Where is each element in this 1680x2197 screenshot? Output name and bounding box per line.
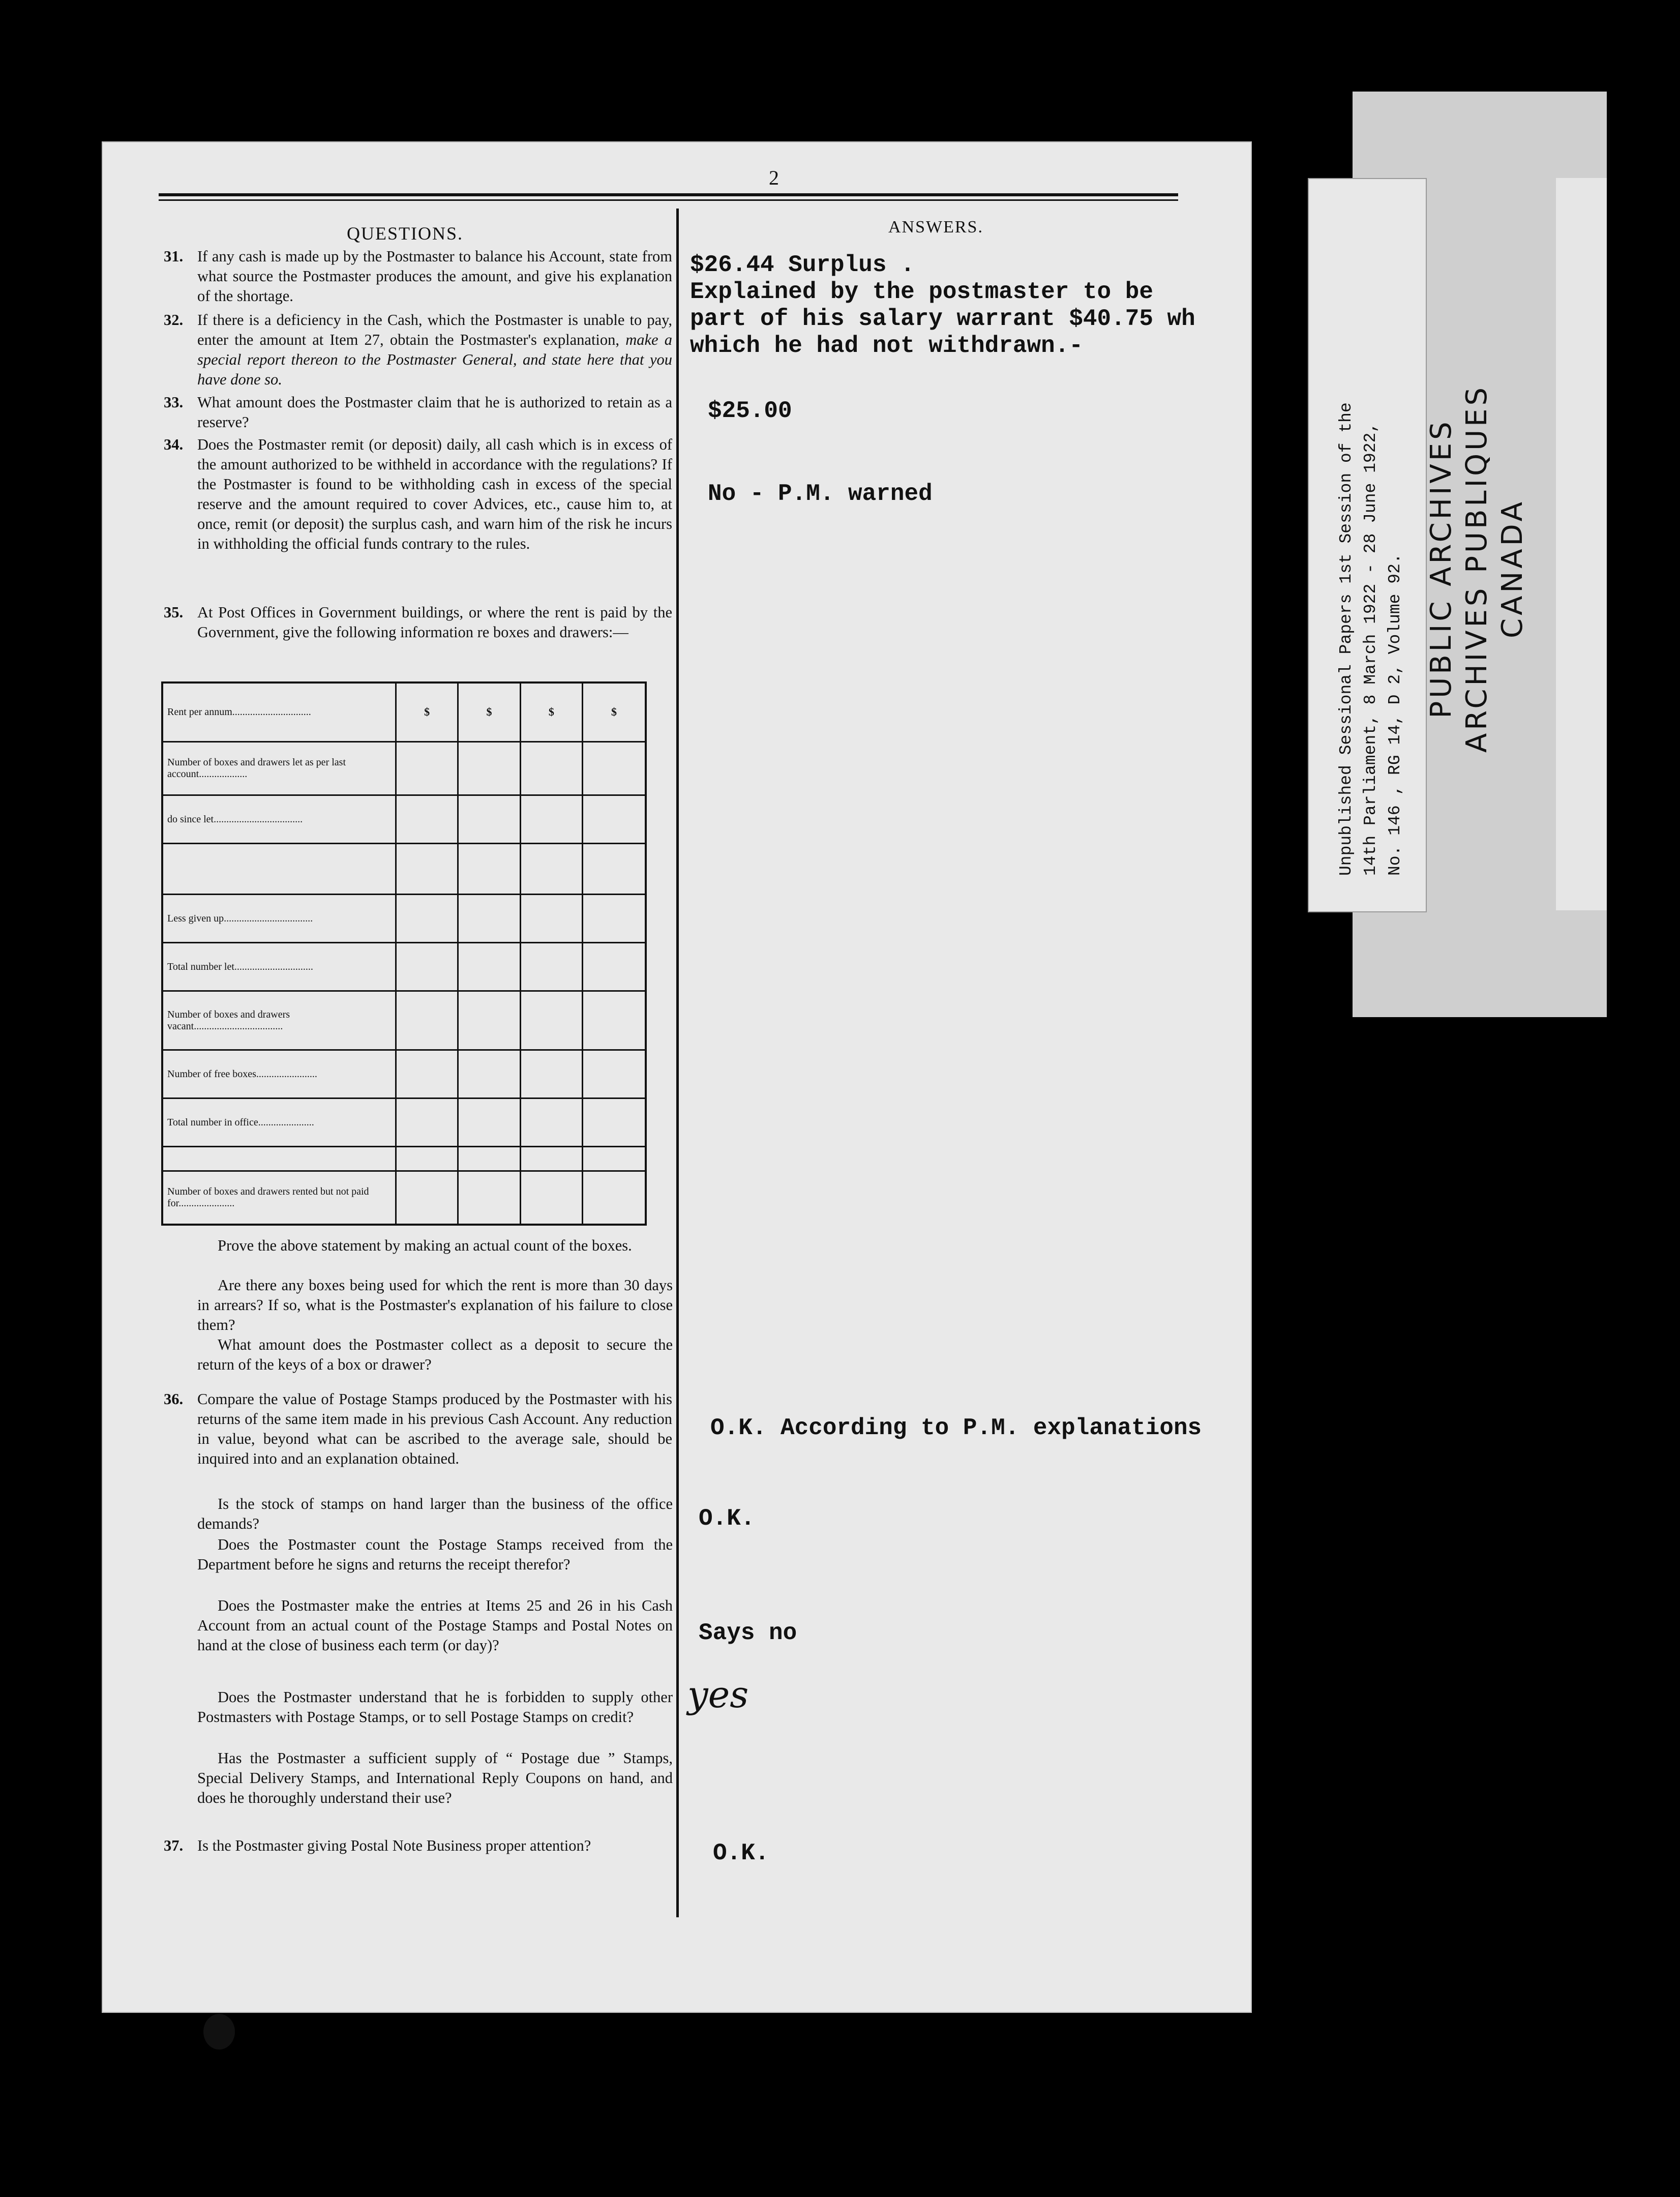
table-cell xyxy=(458,943,520,991)
table-row xyxy=(162,1147,646,1171)
table-cell xyxy=(396,943,458,991)
table-cell xyxy=(458,1098,520,1147)
row-label: Number of boxes and drawers let as per last account................... xyxy=(162,741,396,795)
stamp-line-3: CANADA xyxy=(1496,498,1529,638)
para-36-supply: Has the Postmaster a sufficient supply of “ Postage due ” Stamps, Special Delivery Stamps, and International Reply Coupons on hand, and does he thoroughly understand their use? xyxy=(197,1749,673,1806)
question-text: Is the Postmaster giving Postal Note Business proper attention? xyxy=(197,1837,591,1854)
row-label: Less given up................................... xyxy=(162,895,396,943)
table-row xyxy=(162,682,646,741)
row-label: Total number let............................... xyxy=(162,943,396,991)
question-number: 32. xyxy=(164,311,184,329)
table-cell xyxy=(520,991,582,1050)
row-label: Number of boxes and drawers rented but not paid for...................... xyxy=(162,1171,396,1225)
question-35 xyxy=(164,603,672,642)
question-text: Compare the value of Postage Stamps produced by the Postmaster with his returns of the same item made in his previous Cash Account. Any reduction in value, beyond what can be ascribed to the average sale, should be inquired into and an explanation obtained. xyxy=(197,1390,672,1467)
stamp-line-2: ARCHIVES PUBLIQUES xyxy=(1460,384,1493,753)
page-number: 2 xyxy=(769,166,779,189)
archive-folder-strip xyxy=(1556,178,1607,910)
answer-31-line1: $26.44 Surplus . xyxy=(690,252,915,278)
question-number: 34. xyxy=(164,436,184,453)
para-36-forbidden: Does the Postmaster understand that he is forbidden to supply other Postmasters with Postage Stamps, or to sell Postage Stamps on credit? xyxy=(197,1688,673,1726)
table-cell xyxy=(396,1171,458,1225)
question-text-italic: make a special report thereon to the Postmaster General, and state here that you have done so. xyxy=(197,331,672,388)
question-number: 36. xyxy=(164,1390,184,1408)
table-cell xyxy=(396,991,458,1050)
table-cell xyxy=(458,741,520,795)
question-33 xyxy=(164,393,672,432)
question-text xyxy=(197,310,672,390)
para-36-count: Does the Postmaster count the Postage Stamps received from the Department before he signs and returns the receipt therefor? xyxy=(197,1536,673,1573)
table-cell xyxy=(396,1147,458,1171)
table-row xyxy=(162,844,646,895)
table-cell xyxy=(396,1098,458,1147)
table-cell xyxy=(396,741,458,795)
question-number: 33. xyxy=(164,394,184,411)
dollar-cell: $ xyxy=(458,682,520,741)
archive-reference-tag xyxy=(1308,178,1427,912)
para-35-prove: Prove the above statement by making an actual count of the boxes. xyxy=(218,1237,632,1254)
document-page xyxy=(102,141,1252,2013)
table-row xyxy=(162,1050,646,1098)
para-35-deposit: What amount does the Postmaster collect as a deposit to secure the return of the keys of a box or drawer? xyxy=(197,1336,673,1373)
para-35-arrears: Are there any boxes being used for which the rent is more than 30 days in arrears? If so, what is the Postmaster's explanation of his failure to close them? xyxy=(197,1276,673,1333)
table-cell xyxy=(583,1171,646,1225)
question-number: 31. xyxy=(164,248,184,265)
table-row xyxy=(162,741,646,795)
table-cell xyxy=(583,795,646,844)
table-cell xyxy=(458,1171,520,1225)
answer-37: O.K. xyxy=(713,1840,769,1866)
answer-31-line3: part of his salary warrant $40.75 wh xyxy=(690,306,1195,332)
table-cell xyxy=(520,741,582,795)
question-31 xyxy=(164,247,672,306)
archive-line-3: No. 146 , RG 14, D 2, Volume 92. xyxy=(1386,553,1404,876)
table-cell xyxy=(520,943,582,991)
table-cell xyxy=(458,1147,520,1171)
answer-36-count: Says no xyxy=(699,1620,797,1646)
archive-line-1: Unpublished Sessional Papers 1st Session of the xyxy=(1337,402,1356,876)
table-cell xyxy=(520,795,582,844)
dollar-cell: $ xyxy=(520,682,582,741)
table-cell xyxy=(396,795,458,844)
table-cell xyxy=(583,1050,646,1098)
table-cell xyxy=(458,844,520,895)
row-label: Total number in office...................... xyxy=(162,1098,396,1147)
table-cell xyxy=(583,895,646,943)
question-37 xyxy=(164,1836,672,1856)
dollar-cell: $ xyxy=(583,682,646,741)
para-36-stock: Is the stock of stamps on hand larger than the business of the office demands? xyxy=(197,1495,673,1532)
row-label xyxy=(162,1147,396,1171)
answers-heading: ANSWERS. xyxy=(888,218,983,236)
table-cell xyxy=(458,795,520,844)
answer-36-stock: O.K. xyxy=(699,1505,755,1532)
question-number: 35. xyxy=(164,604,184,621)
table-row xyxy=(162,1098,646,1147)
table-row xyxy=(162,795,646,844)
archives-stamp xyxy=(1424,384,1531,753)
stamp-line-1: PUBLIC ARCHIVES xyxy=(1425,419,1458,719)
row-label: do since let................................... xyxy=(162,795,396,844)
table-cell xyxy=(520,895,582,943)
question-text: At Post Offices in Government buildings, or where the rent is paid by the Government, give the following information re boxes and drawers:— xyxy=(197,604,672,641)
table-cell xyxy=(520,1147,582,1171)
questions-heading: QUESTIONS. xyxy=(347,223,464,244)
table-row xyxy=(162,943,646,991)
table-cell xyxy=(520,844,582,895)
table-cell xyxy=(583,943,646,991)
table-cell xyxy=(458,991,520,1050)
question-34 xyxy=(164,435,672,554)
row-label: Number of free boxes........................ xyxy=(162,1050,396,1098)
table-cell xyxy=(583,991,646,1050)
archive-reference-text xyxy=(1334,402,1407,876)
header-rule xyxy=(159,193,1178,196)
table-cell xyxy=(583,1098,646,1147)
dollar-cell: $ xyxy=(396,682,458,741)
table-cell xyxy=(583,741,646,795)
ink-blot xyxy=(203,2014,235,2050)
answer-34: No - P.M. warned xyxy=(708,481,933,507)
para-36-entries: Does the Postmaster make the entries at Items 25 and 26 in his Cash Account from an actual count of the Postage Stamps and Postal Notes on hand at the close of business each term (or day)? xyxy=(197,1597,673,1654)
question-32 xyxy=(164,310,672,390)
question-36 xyxy=(164,1389,672,1469)
archive-line-2: 14th Parliament, 8 March 1922 - 28 June 1922, xyxy=(1361,422,1380,876)
table-cell xyxy=(458,1050,520,1098)
row-label xyxy=(162,844,396,895)
boxes-drawers-table xyxy=(161,681,647,1226)
question-text: If any cash is made up by the Postmaster to balance his Account, state from what source the Postmaster produces the amount, and give his explanation of the shortage. xyxy=(197,248,672,305)
question-number: 37. xyxy=(164,1837,184,1854)
table-row xyxy=(162,895,646,943)
table-cell xyxy=(520,1171,582,1225)
row-label: Rent per annum............................... xyxy=(162,682,396,741)
header-rule-thin xyxy=(159,199,1178,201)
question-text-part: If there is a deficiency in the Cash, which the Postmaster is unable to pay, enter the amount at Item 27, obtain the Postmaster's explanation, xyxy=(197,311,672,348)
table-cell xyxy=(396,844,458,895)
answer-31-line4: which he had not withdrawn.- xyxy=(690,333,1083,359)
table-row xyxy=(162,1171,646,1225)
table-cell xyxy=(583,844,646,895)
table-cell xyxy=(583,1147,646,1171)
question-text: Does the Postmaster remit (or deposit) daily, all cash which is in excess of the amount authorized to be withheld in accordance with the regulations? If the Postmaster is found to be withholding cash in excess of the special reserve and the amount required to cover Advices, etc., cause him to, at once, remit (or deposit) the surplus cash, and warn him of the risk he incurs in withholding the official funds contrary to the rules. xyxy=(197,436,672,552)
table-cell xyxy=(520,1098,582,1147)
table-row xyxy=(162,991,646,1050)
question-text: What amount does the Postmaster claim that he is authorized to retain as a reserve? xyxy=(197,394,672,431)
handwritten-answer-36-entries: yes xyxy=(687,1673,749,1716)
table-cell xyxy=(458,895,520,943)
table-cell xyxy=(396,895,458,943)
table-cell xyxy=(520,1050,582,1098)
answer-31-line2: Explained by the postmaster to be xyxy=(690,279,1153,305)
table-cell xyxy=(396,1050,458,1098)
answer-36: O.K. According to P.M. explanations xyxy=(710,1415,1202,1441)
column-divider xyxy=(676,209,679,1917)
row-label: Number of boxes and drawers vacant................................... xyxy=(162,991,396,1050)
answer-33: $25.00 xyxy=(708,398,792,424)
